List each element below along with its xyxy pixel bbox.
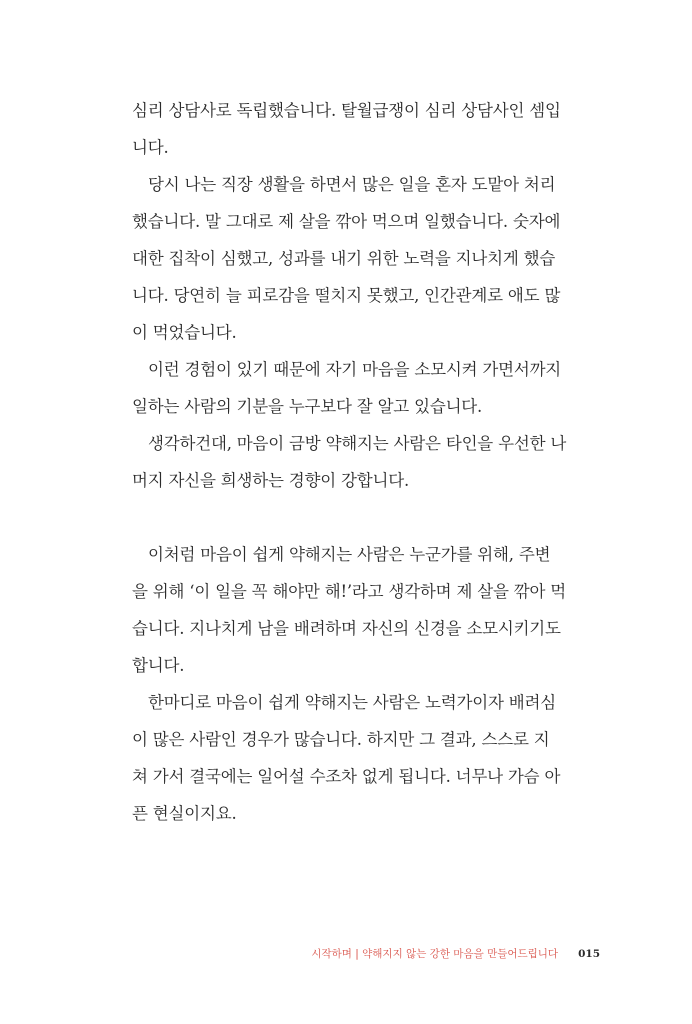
text-line: 합니다. xyxy=(132,656,185,675)
text-line: 픈 현실이지요. xyxy=(132,804,237,823)
text-line: 습니다. 지나치게 남을 배려하며 자신의 신경을 소모시키기도 xyxy=(132,619,561,638)
text-line: 이 먹었습니다. xyxy=(132,323,237,342)
text-line: 쳐 가서 결국에는 일어설 수조차 없게 됩니다. 너무나 가슴 아 xyxy=(132,767,561,786)
text-line: 이런 경험이 있기 때문에 자기 마음을 소모시켜 가면서까지 xyxy=(148,360,562,379)
text-line: 한마디로 마음이 쉽게 약해지는 사람은 노력가이자 배려심 xyxy=(148,693,557,712)
text-line: 니다. 당연히 늘 피로감을 떨치지 못했고, 인간관계로 애도 많 xyxy=(132,286,561,305)
section-break xyxy=(132,499,598,536)
page-number: 015 xyxy=(578,948,600,960)
page-footer xyxy=(300,944,600,964)
text-line: 했습니다. 말 그대로 제 살을 깎아 먹으며 일했습니다. 숫자에 xyxy=(132,212,561,231)
text-line: 을 위해 ‘이 일을 꼭 해야만 해!’라고 생각하며 제 살을 깎아 먹 xyxy=(132,582,567,601)
text-line: 이처럼 마음이 쉽게 약해지는 사람은 누군가를 위해, 주변 xyxy=(148,545,551,564)
text-line: 니다. xyxy=(132,138,169,157)
text-line: 일하는 사람의 기분을 누구보다 잘 알고 있습니다. xyxy=(132,397,483,416)
running-title: 시작하며 | 약해지지 않는 강한 마음을 만들어드립니다 xyxy=(311,948,559,960)
text-line: 생각하건대, 마음이 금방 약해지는 사람은 타인을 우선한 나 xyxy=(148,434,567,453)
text-line: 심리 상담사로 독립했습니다. 탈월급쟁이 심리 상담사인 셈입 xyxy=(132,101,561,120)
text-line: 이 많은 사람인 경우가 많습니다. 하지만 그 결과, 스스로 지 xyxy=(132,730,550,749)
text-line: 당시 나는 직장 생활을 하면서 많은 일을 혼자 도맡아 처리 xyxy=(148,175,556,194)
text-line: 대한 집착이 심했고, 성과를 내기 위한 노력을 지나치게 했습 xyxy=(132,249,556,268)
text-line: 머지 자신을 희생하는 경향이 강합니다. xyxy=(132,471,410,490)
body-text xyxy=(132,92,598,832)
